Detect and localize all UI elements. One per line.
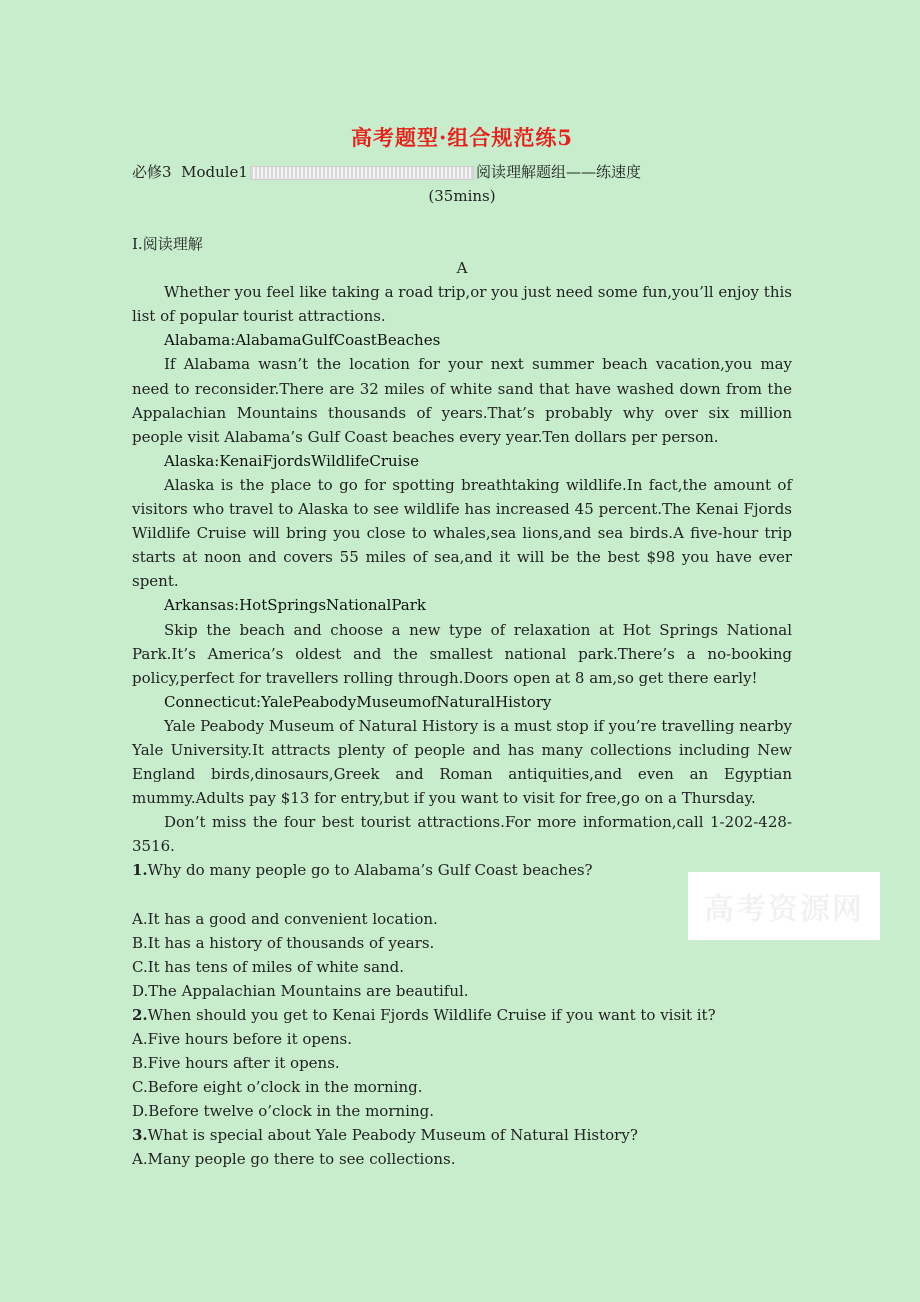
entry-heading: Alabama:AlabamaGulfCoastBeaches [164, 331, 441, 350]
page-title: 高考题型·组合规范练5 [351, 125, 573, 150]
duration-label: (35mins) [428, 187, 496, 205]
question-stem [132, 1003, 792, 1027]
module-line [132, 160, 792, 184]
answer-option: D.Before twelve o’clock in the morning. [132, 1102, 434, 1121]
section-heading: Ⅰ.阅读理解 [132, 235, 203, 253]
passage-intro: Whether you feel like taking a road trip,or you just need some fun,you’ll enjoy this list of popular tourist attractions. [132, 283, 792, 326]
entry-heading: Alaska:KenaiFjordsWildlifeCruise [164, 451, 420, 470]
question-text: Why do many people go to Alabama’s Gulf Coast beaches? [147, 861, 593, 880]
question-number: 3. [132, 1126, 148, 1145]
entry-body: Alaska is the place to go for spotting breathtaking wildlife.In fact,the amount of visitors who travel to Alaska to see wildlife has increased 45 percent.The Kenai Fjords Wildlife Cruise will bring you close to whales,sea lions,and sea birds.A five-hour trip starts at noon and covers 55 miles of sea,and it will be the best $98 you have ever spent. [132, 475, 792, 591]
answer-option: B.It has a history of thousands of years. [132, 933, 435, 952]
answer-option: A.It has a good and convenient location. [132, 909, 438, 928]
answer-option: B.Five hours after it opens. [132, 1054, 340, 1073]
entry-body: Yale Peabody Museum of Natural History is a must stop if you’re travelling nearby Yale University.It attracts plenty of people and has many collections including New England birds,dinosaurs,Greek and Roman antiquities,and even an Egyptian mummy.Adults pay $13 for entry,but if you want to visit for free,go on a Thursday. [132, 716, 792, 808]
entry-body: If Alabama wasn’t the location for your next summer beach vacation,you may need to reconsider.There are 32 miles of white sand that have washed down from the Appalachian Mountains thousands of years.That’s probably why over six million people visit Alabama’s Gulf Coast beaches every year.Ten dollars per person. [132, 355, 792, 446]
content-body [132, 232, 792, 1172]
question-text: When should you get to Kenai Fjords Wildlife Cruise if you want to visit it? [147, 1005, 716, 1024]
answer-option: C.Before eight o’clock in the morning. [132, 1078, 423, 1097]
book-label: 必修3 [132, 163, 172, 181]
passage-label: A [456, 259, 468, 278]
entry-heading: Arkansas:HotSpringsNationalPark [164, 596, 426, 615]
module-label: Module1 [181, 163, 248, 181]
answer-option: C.It has tens of miles of white sand. [132, 957, 405, 976]
question-stem [132, 1123, 792, 1147]
passage-closing: Don’t miss the four best tourist attractions.For more information,call 1-202-428-3516. [132, 813, 792, 856]
practice-label: 阅读理解题组——练速度 [475, 163, 641, 181]
answer-option: A.Many people go there to see collections. [132, 1150, 456, 1169]
question-text: What is special about Yale Peabody Museum of Natural History? [147, 1126, 638, 1145]
question-number: 2. [132, 1005, 148, 1024]
watermark-logo: 高考资源网 [688, 872, 880, 940]
redacted-bar [250, 166, 474, 180]
entry-heading: Connecticut:YalePeabodyMuseumofNaturalHistory [164, 692, 552, 711]
answer-option: A.Five hours before it opens. [132, 1030, 353, 1048]
entry-body: Skip the beach and choose a new type of relaxation at Hot Springs National Park.It’s America’s oldest and the smallest national park.There’s a no-booking policy,perfect for travellers rolling through.Doors open at 8 am,so get there early! [132, 620, 792, 687]
question-number: 1. [132, 861, 148, 880]
answer-option: D.The Appalachian Mountains are beautiful. [132, 981, 469, 1000]
